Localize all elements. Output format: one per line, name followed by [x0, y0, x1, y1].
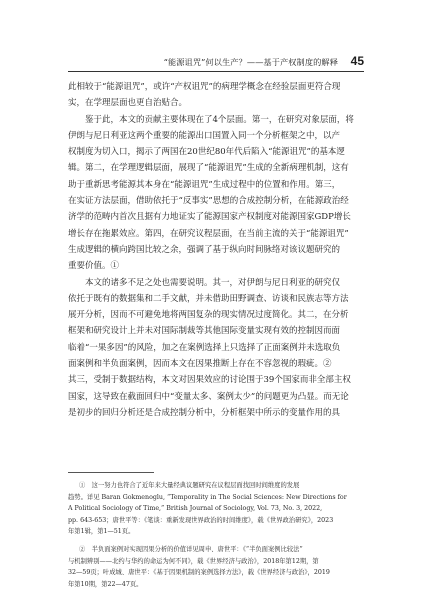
page-number: 45: [350, 54, 364, 68]
body-line: 在实证方法层面，借助依托于“反事实”思想的合成控制分析，在能源政治经: [68, 196, 349, 207]
body-line: 重要价值。①: [68, 261, 120, 272]
body-line: 助于重新思考能源其本身在“能源诅咒”生成过程中的位置和作用。第三，: [68, 179, 341, 190]
body-line: 是初步的回归分析还是合成控制分析中，分析框架中所示的变量作用的具: [68, 407, 341, 418]
body-line: 生成逻辑的横向跨国比较之余，强调了基于纵向时间脉络对该议题研究的: [68, 244, 341, 255]
body-line: 临着“一果多因”的风险，加之在案例选择上只选择了正面案例并未选取负: [68, 342, 341, 353]
footnotes: [68, 480, 364, 590]
body-line: 增长存在拖累效应。第四，在研究议程层面，在当前主流的关于“能源诅咒”: [68, 228, 349, 239]
body-line: 展开分析，因而不可避免地将两国复杂的现实情况过度简化。其二，在分析: [68, 310, 349, 321]
footnote-separator: [68, 472, 154, 473]
body-line: 鉴于此，本文的贡献主要体现在了4个层面。第一，在研究对象层面，将: [85, 114, 354, 125]
footnote-line: pp. 643-653；唐世平等：《笔谈：重新发现世界政治的时间维度》，载《世界政治研究》，2023: [68, 516, 334, 524]
footnote-line: 年第1辑，第1—51页。: [68, 528, 135, 536]
body-line: 框架和研究设计上并未对国际制裁等其他国际变量实现有效的控制因而面: [68, 326, 341, 337]
header-rule: [68, 71, 364, 72]
body-line: 此相较于“能源诅咒”，或许“产权诅咒”的病理学概念在经验层面更符合现: [68, 82, 341, 92]
body-line: 济学的范畴内首次且据有力地证实了能源国家产权制度对能源国家GDP增长: [68, 212, 351, 223]
footnote-line: ① 这一努力也符合了近年来大量经典议题研究在议程层面找回时间维度的发展: [79, 482, 300, 489]
footnote-line: 与机制辨别——北约与华约的命运为何不同》，载《世界经济与政治》，2018年第12期，第: [68, 557, 319, 565]
body-line: 面案例和半负面案例，因而本文在因果推断上存在不容忽视的瑕疵。②: [68, 359, 332, 370]
footnote-line: 年第10期，第22—47页。: [68, 580, 143, 588]
running-header: [68, 55, 364, 69]
body-line: 实，在学理层面也更自治贴合。: [68, 98, 188, 109]
footnote-line: 32—59页；叶成城、唐世平：《基于因果机制的案例选择方法》，载《世界经济与政治》，2019: [68, 569, 330, 577]
running-title: “能源诅咒”何以生产？——基于产权制度的解释: [163, 57, 338, 67]
footnote-line: ② 半负面案例对实现因果分析的价值详见周申、唐世平：《“半负面案例比较法”: [79, 545, 303, 553]
footnote-line: 趋势。详见 Baran Gokmenoglu, “Temporality in The Social Sciences: New Directions for: [68, 493, 347, 501]
footnote-line: A Political Sociology of Time,” British Journal of Sociology, Vol. 73, No. 3, 2022,: [68, 505, 323, 513]
body-line: 辑。第二，在学理逻辑层面，展现了“能源诅咒”生成的全新病理机制，这有: [68, 163, 349, 174]
body-line: 国家，这导致在截面回归中“变量太多、案例太少”的问题更为凸显。而无论: [68, 391, 349, 402]
body-text: [68, 79, 364, 421]
body-line: 本文的诸多不足之处也需要说明。其一，对伊朗与尼日利亚的研究仅: [85, 277, 341, 288]
body-line: 依托于既有的数据集和二手文献，并未借助田野调查、访谈和民族志等方法: [68, 293, 349, 304]
body-line: 伊朗与尼日利亚这两个重要的能源出口国置入同一个分析框架之中，以产: [68, 130, 341, 141]
body-line: 其三，受制于数据结构，本文对因果效应的讨论围于39个国家而非全部主权: [68, 375, 351, 386]
body-line: 权制度为切入口，揭示了两国在20世纪80年代后陷入“能源诅咒”的基本逻: [68, 147, 345, 158]
